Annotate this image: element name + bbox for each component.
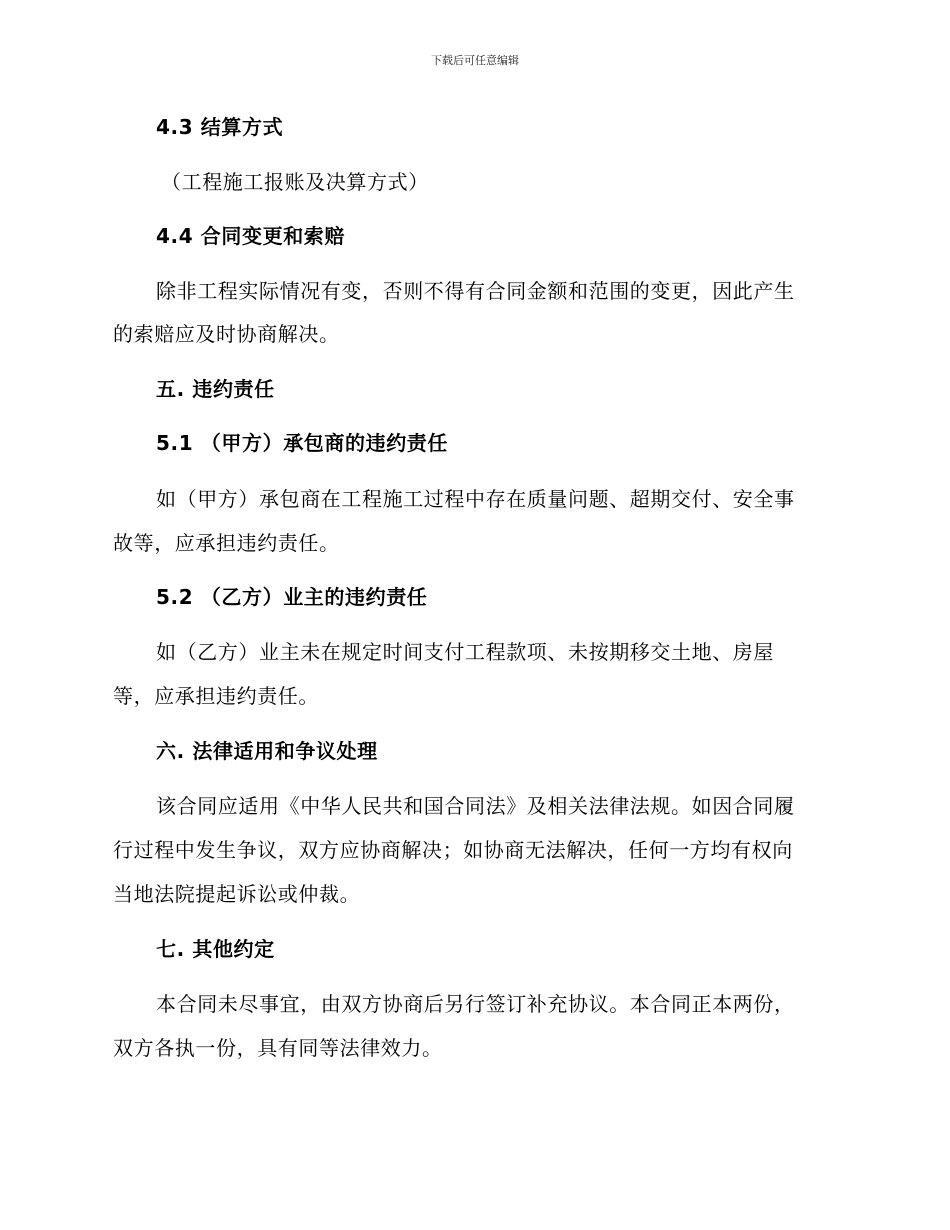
- paragraph-4-3: （工程施工报账及决算方式）: [161, 170, 429, 194]
- section-heading-6: 六. 法律适用和争议处理: [156, 739, 378, 763]
- paragraph-5-1-line-1: 如（甲方）承包商在工程施工过程中存在质量问题、超期交付、安全事: [156, 487, 795, 511]
- section-heading-4-3: 4.3 结算方式: [156, 115, 284, 139]
- paragraph-4-4-line-1: 除非工程实际情况有变，否则不得有合同金额和范围的变更，因此产生: [156, 279, 795, 303]
- section-heading-5-1: 5.1 （甲方）承包商的违约责任: [156, 431, 448, 455]
- section-heading-5-2: 5.2 （乙方）业主的违约责任: [156, 585, 428, 609]
- section-heading-4-4: 4.4 合同变更和索赔: [156, 224, 345, 248]
- paragraph-7-line-1: 本合同未尽事宜，由双方协商后另行签订补充协议。本合同正本两份，: [156, 992, 795, 1016]
- paragraph-4-4-line-2: 的索赔应及时协商解决。: [113, 322, 340, 346]
- paragraph-6-line-2: 行过程中发生争议，双方应协商解决；如协商无法解决，任何一方均有权向: [113, 838, 793, 862]
- paragraph-6-line-1: 该合同应适用《中华人民共和国合同法》及相关法律法规。如因合同履: [156, 794, 795, 818]
- paragraph-7-line-2: 双方各执一份，具有同等法律效力。: [113, 1036, 443, 1060]
- paragraph-6-line-3: 当地法院提起诉讼或仲裁。: [113, 882, 361, 906]
- section-heading-5: 五. 违约责任: [156, 377, 275, 401]
- paragraph-5-2-line-2: 等，应承担违约责任。: [113, 684, 319, 708]
- paragraph-5-1-line-2: 故等，应承担违约责任。: [113, 531, 340, 555]
- paragraph-5-2-line-1: 如（乙方）业主未在规定时间支付工程款项、未按期移交土地、房屋: [156, 640, 774, 664]
- section-heading-7: 七. 其他约定: [156, 937, 275, 961]
- page-header-note: 下载后可任意编辑: [431, 54, 519, 67]
